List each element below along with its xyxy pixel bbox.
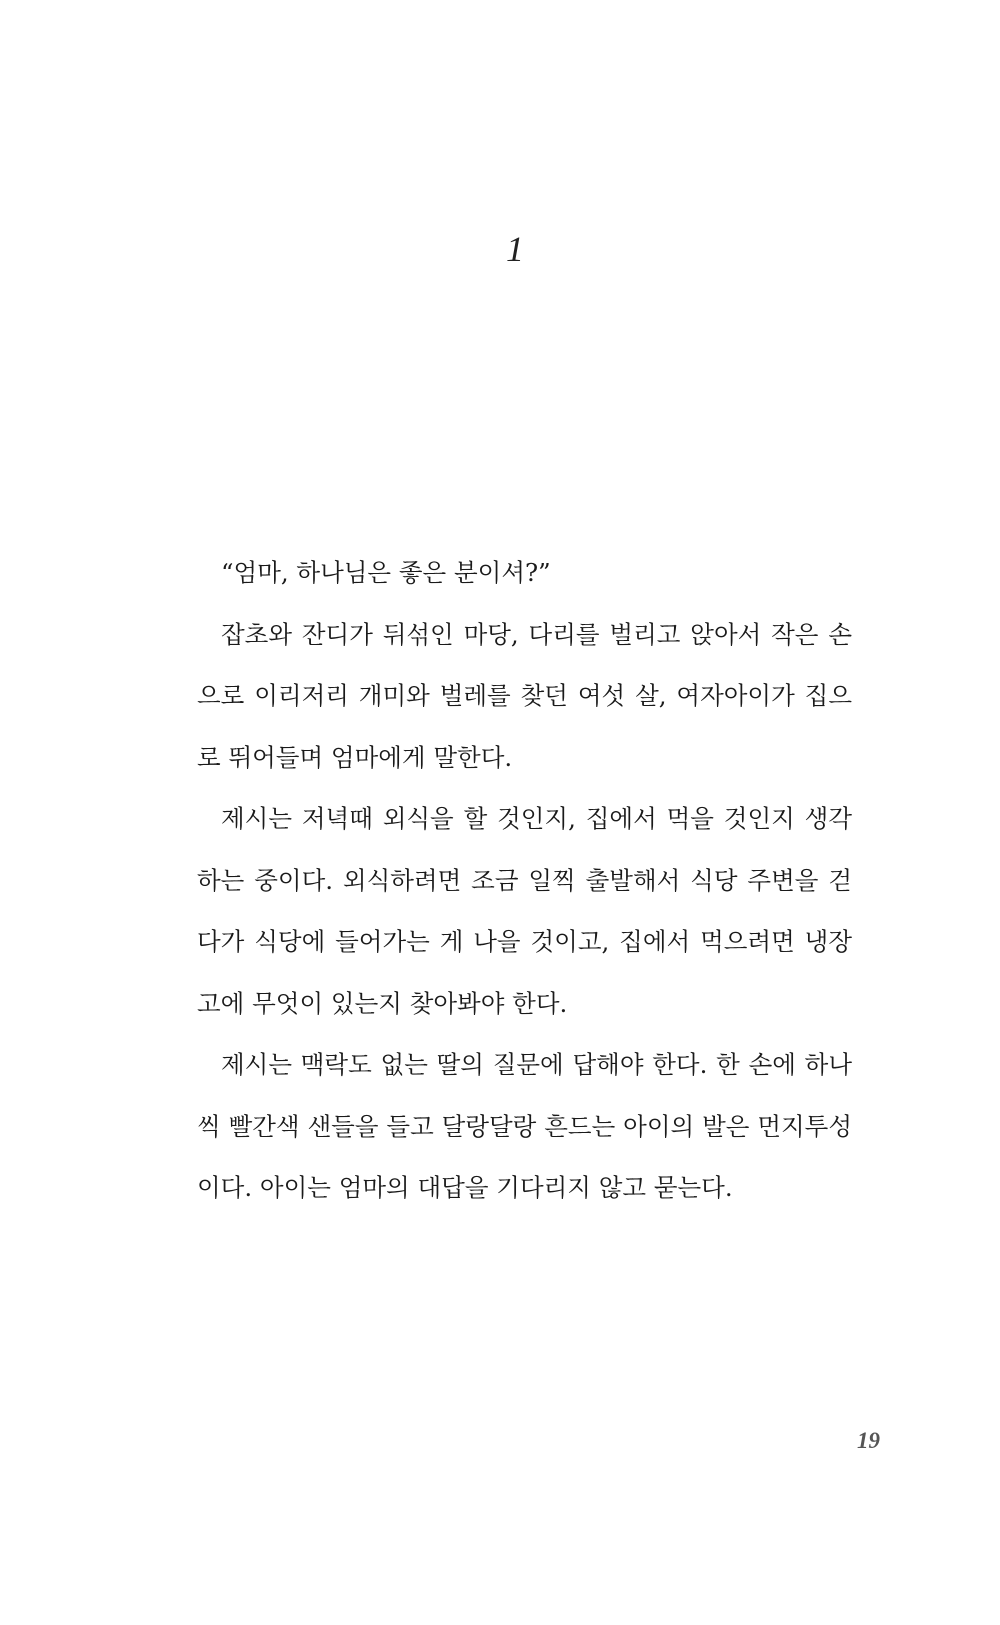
paragraph: 제시는 저녁때 외식을 할 것인지, 집에서 먹을 것인지 생각하는 중이다. 외식하려면 조금 일찍 출발해서 식당 주변을 걷다가 식당에 들어가는 게 나을 것이고, 집에서 먹으려면 냉장고에 무엇이 있는지 찾아봐야 한다. [197,804,852,1018]
paragraph: 잡초와 잔디가 뒤섞인 마당, 다리를 벌리고 앉아서 작은 손으로 이리저리 개미와 벌레를 찾던 여섯 살, 여자아이가 집으로 뛰어들며 엄마에게 말한다. [197,619,852,772]
paragraph: 제시는 맥락도 없는 딸의 질문에 답해야 한다. 한 손에 하나씩 빨간색 샌들을 들고 달랑달랑 흔드는 아이의 발은 먼지투성이다. 아이는 엄마의 대답을 기다리지 않고 묻는다. [197,1050,852,1202]
chapter-number: 1 [506,229,524,269]
chapter-body [197,542,852,1219]
page-number: 19 [857,1428,880,1453]
paragraph-dialogue: “엄마, 하나님은 좋은 분이셔?” [221,558,551,587]
